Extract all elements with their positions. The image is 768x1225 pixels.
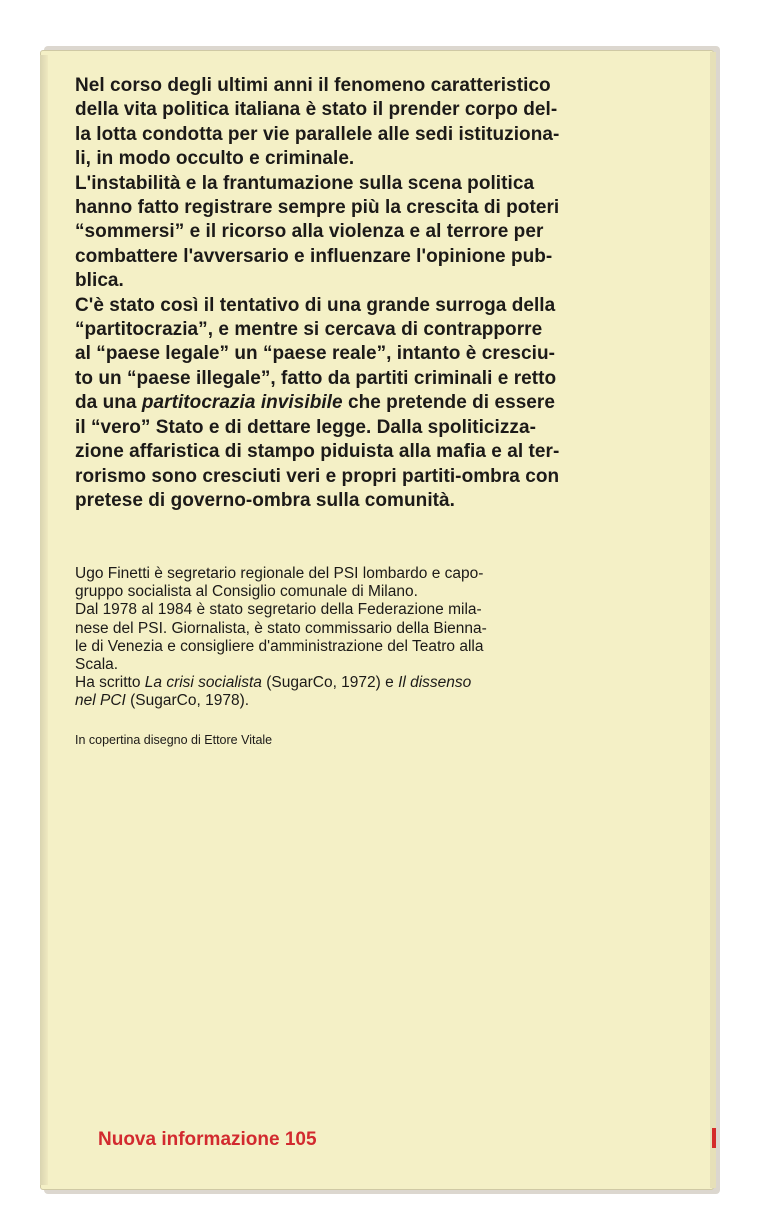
blurb-line: C'è stato così il tentativo di una grande surroga della: [75, 294, 556, 316]
series-label: Nuova informazione 105: [98, 1129, 317, 1150]
blurb-italic-phrase: partitocrazia invisibile: [141, 392, 343, 414]
blurb-line: “sommersi” e il ricorso alla violenza e al terrore per: [75, 221, 544, 243]
bio-line: [75, 692, 645, 710]
blurb-line: pretese di governo-ombra sulla comunità.: [75, 489, 455, 511]
blurb-line: to un “paese illegale”, fatto da partiti criminali e retto: [75, 367, 557, 389]
bio-line: gruppo socialista al Consiglio comunale di Milano.: [75, 583, 418, 601]
bio-line: Dal 1978 al 1984 è stato segretario della Federazione mila-: [75, 601, 482, 619]
bio-line: Scala.: [75, 656, 119, 674]
blurb-line: il “vero” Stato e di dettare legge. Dalla spoliticizza-: [75, 416, 536, 438]
blurb-line: li, in modo occulto e criminale.: [75, 148, 355, 170]
page-edge-right: [710, 52, 716, 1188]
bio-text-segment: (SugarCo, 1978).: [125, 692, 250, 710]
bio-line: [75, 674, 645, 692]
cover-credit: In copertina disegno di Ettore Vitale: [75, 733, 273, 747]
bio-line: le di Venezia e consigliere d'amministrazione del Teatro alla: [75, 637, 484, 655]
blurb-line: Nel corso degli ultimi anni il fenomeno caratteristico: [75, 75, 551, 96]
red-edge-mark: [712, 1128, 716, 1148]
blurb-text-segment: che pretende di essere: [342, 392, 555, 414]
blurb-text: [75, 74, 655, 513]
bio-text-segment: Ha scritto: [75, 674, 145, 692]
author-bio: [75, 565, 645, 711]
blurb-line: “partitocrazia”, e mentre si cercava di contrapporre: [75, 319, 543, 341]
bio-text-segment: (SugarCo, 1972) e: [261, 674, 399, 692]
blurb-line: rorismo sono cresciuti veri e propri partiti-ombra con: [75, 465, 560, 487]
blurb-line: blica.: [75, 270, 124, 292]
book-title-italic: Il dissenso: [398, 674, 472, 692]
blurb-line: combattere l'avversario e influenzare l'opinione pub-: [75, 245, 553, 267]
blurb-line: della vita politica italiana è stato il prender corpo del-: [75, 99, 558, 121]
bio-line: Ugo Finetti è segretario regionale del PSI lombardo e capo-: [75, 565, 484, 582]
blurb-text-segment: da una: [75, 392, 142, 414]
book-title-italic: La crisi socialista: [144, 674, 262, 692]
page-edge-left: [40, 55, 48, 1185]
blurb-line: L'instabilità e la frantumazione sulla scena politica: [75, 172, 535, 194]
blurb-line: al “paese legale” un “paese reale”, intanto è cresciu-: [75, 343, 556, 365]
blurb-line: hanno fatto registrare sempre più la crescita di poteri: [75, 197, 560, 219]
bio-line: nese del PSI. Giornalista, è stato commissario della Bienna-: [75, 619, 487, 637]
blurb-line: la lotta condotta per vie parallele alle sedi istituziona-: [75, 123, 560, 145]
blurb-line: [75, 391, 655, 415]
blurb-line: zione affaristica di stampo piduista alla mafia e al ter-: [75, 441, 560, 463]
book-title-italic: nel PCI: [75, 692, 126, 710]
